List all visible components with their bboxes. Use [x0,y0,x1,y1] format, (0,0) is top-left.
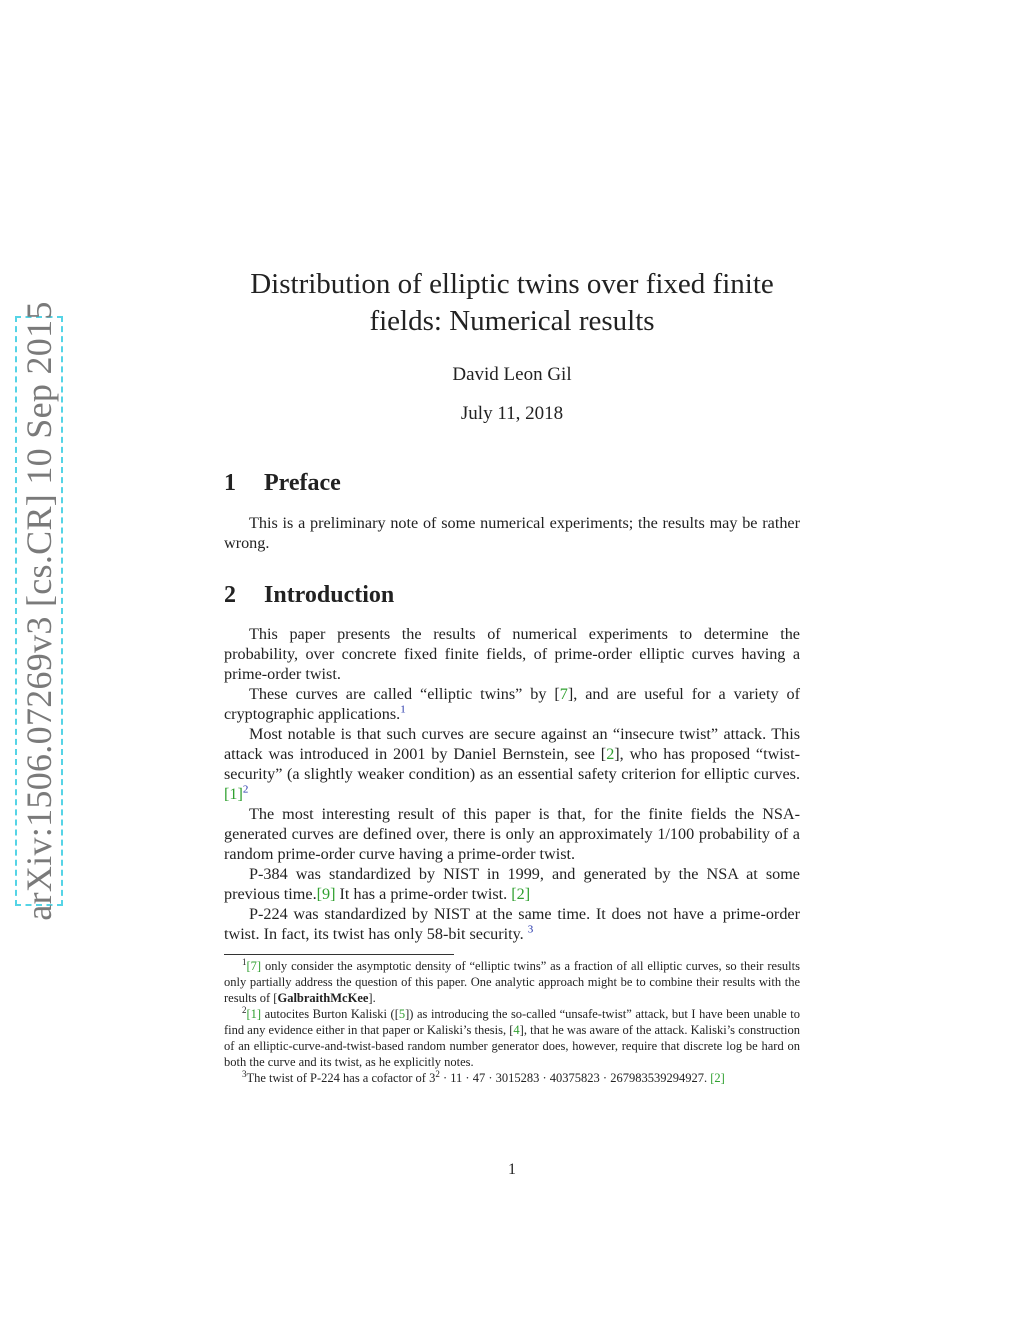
exponent: 2 [435,1068,440,1079]
paragraph: P-224 was standardized by NIST at the same time. It does not have a prime-order twist. In fact, its twist has only 58-bit security. $^3$ [224,905,800,943]
section-number: 1 [224,470,236,496]
missing-citation-key: GalbraithMcKee [277,991,369,1005]
paragraph: P-384 was standardized by NIST in 1999, and generated by the NSA at some previous time.[9] It has a prime-order twist. [2] [224,865,800,903]
footnote-marker[interactable]: 2 [242,783,249,796]
section-heading-preface [224,470,341,497]
author-name: David Leon Gil [452,364,572,385]
citation-link[interactable]: [2] [710,1071,725,1085]
footnote-3: $^3$The twist of P-224 has a cofactor of $3^2 \cdot 11 \cdot 47 \cdot 3015283 \cdot 40375823 \cdot 267983539294927$. [2] [242,1068,725,1085]
footnote-number: 3 [242,1068,247,1079]
arxiv-identifier-box [15,301,63,921]
page-number: 1 [508,1161,516,1178]
citation-link[interactable]: [9] [316,885,336,903]
citation-link[interactable]: 5 [398,1007,406,1021]
paper-date: July 11, 2018 [460,403,564,424]
citation-link[interactable]: [7] [246,959,262,973]
citation-link[interactable]: [1] [224,785,243,803]
paper-title [200,266,824,340]
paragraph: Most notable is that such curves are secure against an “insecure twist” attack. This attack was introduced in 2001 by Daniel Bernstein, see [2], who has proposed “twist-security” (a slightly weaker condition) as an essential safety criterion for elliptic curves. [1]$^2$ [224,725,800,803]
paragraph: These curves are called “elliptic twins” by [7], and are useful for a variety of cryptographic applications.$^1$ [224,685,800,723]
section-number: 2 [224,582,236,608]
footnote-marker[interactable]: 1 [400,703,406,716]
citation-link[interactable]: 7 [559,685,568,703]
section-heading-introduction [224,582,394,609]
footnote-number: 1 [242,956,247,967]
paragraph: This is a preliminary note of some numerical experiments; the results may be rather wrong. [224,514,800,552]
paragraph: This paper presents the results of numerical experiments to determine the probability, over concrete fixed finite fields, of prime-order elliptic curves having a prime-order twist. [224,625,800,683]
footnote-2: $^2$[1] autocites Burton Kaliski ([5]) as introducing the so-called “unsafe-twist” attack, but I have been unable to find any evidence either in that paper or Kaliski’s thesis, [4], that he was aware of the attack. Kaliski’s construction of an elliptic-curve-and-twist-based random number generator does, however, require that discrete log be hard on both the curve and its twist, as he explicitly notes. [224,1004,800,1069]
introduction-body [224,624,800,944]
citation-link[interactable]: [1] [246,1007,262,1021]
arxiv-identifier[interactable]: arXiv:1506.07269v3 [cs.CR] 10 Sep 2015 [19,301,59,921]
citation-link[interactable]: [2] [511,885,531,903]
footnote-marker[interactable]: 3 [527,923,534,936]
footnote-1: $^1$[7] only consider the asymptotic density of “elliptic twins” as a fraction of all elliptic curves, so their results only partially address the question of this paper. One analytic approach might be to combine their results with the results of [GalbraithMcKee]. [224,956,800,1005]
preface-body [224,513,800,553]
title-line-1: Distribution of elliptic twins over fixed finite [250,268,774,300]
citation-link[interactable]: 2 [606,745,615,763]
footnote-rule [224,954,454,955]
citation-link[interactable]: 4 [513,1023,520,1037]
footnotes [224,958,800,1086]
section-title: Introduction [264,582,395,608]
paragraph: The most interesting result of this paper is that, for the finite fields the NSA-generated curves are defined over, there is only an approximately 1/100 probability of a random prime-order curve having a prime-order twist. [224,805,800,863]
footnote-number: 2 [242,1004,247,1015]
title-line-2: fields: Numerical results [369,305,655,337]
section-title: Preface [264,470,341,496]
